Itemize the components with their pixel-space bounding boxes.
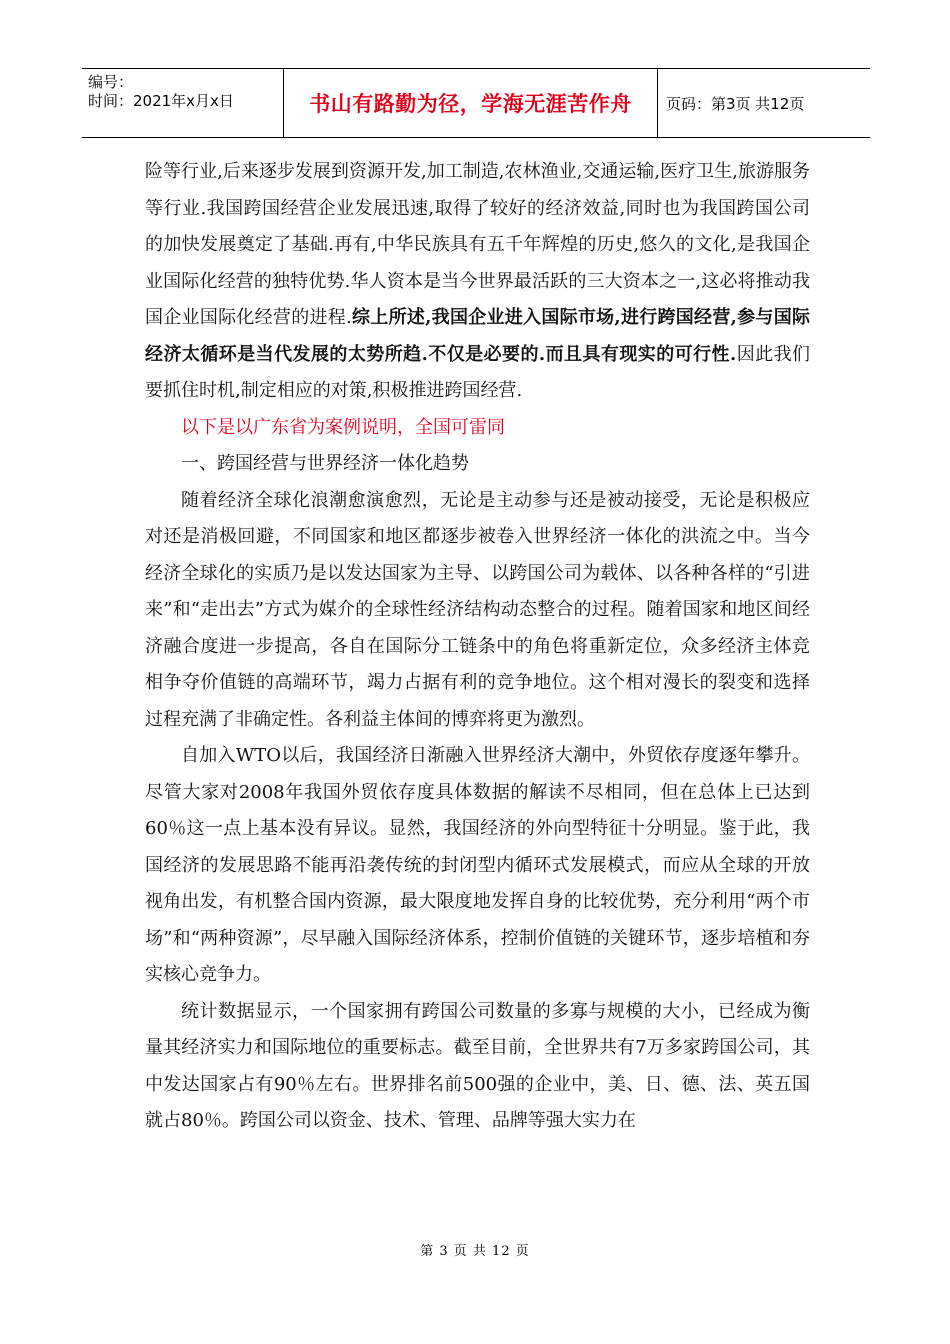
paragraph-intro-bold-conclusion: 综上所述,我国企业进入国际市场,进行跨国经营,参与国际经济太循环是当代发展的太势所趋.不仅是必要的.而且具有现实的可行性. [145,307,810,365]
paragraph-intro [145,154,810,410]
paragraph-wto: 自加入WTO以后，我国经济日渐融入世界经济大潮中，外贸依存度逐年攀升。尽管大家对2008年我国外贸依存度具体数据的解读不尽相同，但在总体上已达到60％这一点上基本没有异议。显然，我国经济的外向型特征十分明显。鉴于此，我国经济的发展思路不能再沿袭传统的封闭型内循环式发展模式，而应从全球的开放视角出发，有机整合国内资源，最大限度地发挥自身的比较优势，充分利用“两个市场”和“两种资源”，尽早融入国际经济体系，控制价值链的关键环节，逐步培植和夯实核心竞争力。 [145,745,810,985]
header-meta-cell [82,69,283,137]
document-time-label: 时间：2021年x月x日 [88,92,234,110]
document-number-label: 编号： [88,73,134,91]
header-motto: 书山有路勤为径，学海无涯苦作舟 [309,92,632,116]
paragraph-intro-text: 险等行业,后来逐步发展到资源开发,加工制造,农林渔业,交通运输,医疗卫生,旅游服务等行业.我国跨国经营企业发展迅速,取得了较好的经济效益,同时也为我国跨国公司的加快发展奠定了基础.再有,中华民族具有五千年辉煌的历史,悠久的文化,是我国企业国际化经营的独特优势.华人资本是当今世界最活跃的三大资本之一,这必将推动我国企业国际化经营的进程. [145,161,810,328]
document-body [145,154,810,1140]
paragraph-intro-tail: 因此我们要抓住时机,制定相应的对策,积极推进跨国经营. [145,343,811,401]
header-page-info: 页码：第3页 共12页 [666,94,805,113]
header-table [82,68,870,138]
paragraph-statistics: 统计数据显示，一个国家拥有跨国公司数量的多寡与规模的大小，已经成为衡量其经济实力和国际地位的重要标志。截至目前，全世界共有7万多家跨国公司，其中发达国家占有90％左右。世界排名前500强的企业中，美、日、德、法、英五国就占80％。跨国公司以资金、技术、管理、品牌等强大实力在 [145,1000,810,1131]
section-heading: 一、跨国经营与世界经济一体化趋势 [181,453,469,474]
paragraph-globalization: 随着经济全球化浪潮愈演愈烈，无论是主动参与还是被动接受，无论是积极应对还是消极回避，不同国家和地区都逐步被卷入世界经济一体化的洪流之中。当今经济全球化的实质乃是以发达国家为主导、以跨国公司为载体、以各种各样的“引进来”和“走出去”方式为媒介的全球性经济结构动态整合的过程。随着国家和地区间经济融合度进一步提高，各自在国际分工链条中的角色将重新定位，众多经济主体竞相争夺价值链的高端环节，竭力占据有利的竞争地位。这个相对漫长的裂变和选择过程充满了非确定性。各利益主体间的博弈将更为激烈。 [145,489,810,730]
page-footer: 第 3 页 共 12 页 [420,1244,530,1259]
header-page-cell [658,69,870,137]
case-note-red: 以下是以广东省为案例说明，全国可雷同 [181,416,505,438]
header-motto-cell [283,69,658,137]
